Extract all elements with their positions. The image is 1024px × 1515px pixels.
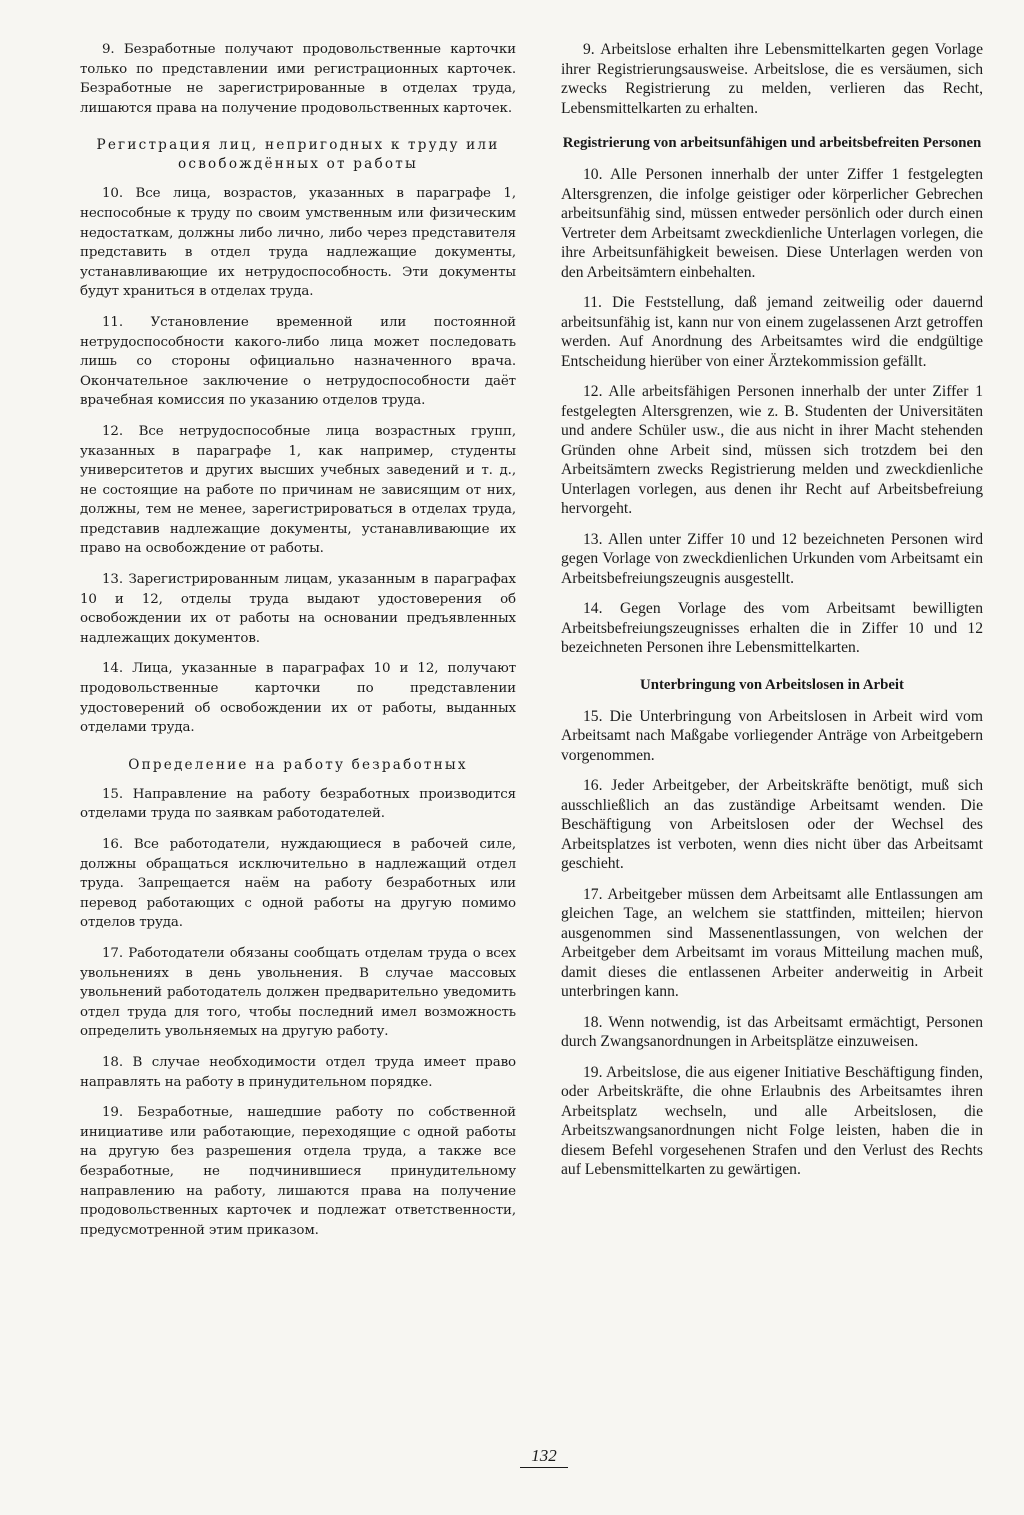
de-heading-registration: Registrierung von arbeitsunfähigen und arbeitsbefreiten Personen	[562, 135, 982, 151]
ru-paragraph-19: 19. Безработные, нашедшие работу по собственной инициативе или работающие, переходящие с одной работы на другую без разрешения отдела труда, а также все безработные, не подчинившиеся принудительному направлению на работу, лишаются права на получение продовольственных карточек и подлежат ответственности, предусмотренной этим приказом.	[80, 1105, 516, 1238]
de-paragraph-19: 19. Arbeitslose, die aus eigener Initiative Beschäftigung finden, oder Arbeitskräfte, die ohne Erlaubnis des Arbeitsamtes ihren Arbeitsplatz wechseln, und alle Arbeitslosen, die Arbeitszwangsanordnungen nicht Folge leisten, haben die in diesem Befehl vorgesehenen Strafen und den Verlust des Rechts auf Lebensmittelkarten zu gewärtigen.	[561, 1063, 983, 1178]
german-column	[561, 40, 983, 1191]
de-paragraph-10: 10. Alle Personen innerhalb der unter Ziffer 1 festgelegten Altersgrenzen, die infolge geistiger oder körperlicher Gebrechen arbeitsunfähig sind, müssen entweder persönlich oder durch einen Vertreter dem Arbeitsamt zweckdienliche Unterlagen vorlegen, die ihre Arbeitsunfähigkeit beweisen. Diese Unterlagen werden von den Arbeitsämtern einbehalten.	[561, 166, 983, 281]
ru-paragraph-17: 17. Работодатели обязаны сообщать отделам труда о всех увольнениях в день увольнения. В случае массовых увольнений работодатель должен предварительно уведомить отдел труда для того, чтобы последний имел возможность определить увольняемых на другую работу.	[80, 945, 516, 1040]
ru-paragraph-15: 15. Направление на работу безработных производится отделами труда по заявкам работодателей.	[80, 786, 516, 822]
ru-heading-registration: Регистрация лиц, непригодных к труду или освобождённых от работы	[96, 137, 500, 173]
de-paragraph-15: 15. Die Unterbringung von Arbeitslosen in Arbeit wird vom Arbeitsamt nach Maßgabe vorliegender Anträge von Arbeitgebern vorgenommen.	[561, 707, 983, 764]
de-paragraph-17: 17. Arbeitgeber müssen dem Arbeitsamt alle Entlassungen am gleichen Tage, an welchem sie stattfinden, mitteilen; hiervon ausgenommen sind Massenentlassungen, von welchen der Arbeitgeber dem Arbeitsamt im voraus Mitteilung machen muß, damit dieses die entlassenen Arbeiter anderweitig in Arbeit unterbringen kann.	[561, 885, 983, 1000]
de-heading-placement: Unterbringung von Arbeitslosen in Arbeit	[640, 676, 904, 693]
column-gutter	[536, 40, 537, 1420]
de-paragraph-9: 9. Arbeitslose erhalten ihre Lebensmittelkarten gegen Vorlage ihrer Registrierungsausweise. Arbeitslose, die es versäumen, sich zwecks Registrierung zu melden, verlieren das Recht, Lebensmittelkarten zu erhalten.	[561, 41, 983, 117]
page-number: 132	[520, 1446, 568, 1468]
de-paragraph-18: 18. Wenn notwendig, ist das Arbeitsamt ermächtigt, Personen durch Zwangsanordnungen in Arbeitsplätze einzuweisen.	[561, 1013, 983, 1050]
de-paragraph-12: 12. Alle arbeitsfähigen Personen innerhalb der unter Ziffer 1 festgelegten Altersgrenzen, wie z. B. Studenten der Universitäten und andere Schüler usw., die aus nicht in ihrer Macht stehenden Gründen ohne Arbeit sind, müssen sich trotzdem bei den Arbeitsämtern zwecks Registrierung melden und zweckdienliche Unterlagen vorlegen, aus denen ihr Recht auf Arbeitsbefreiung hervorgeht.	[561, 383, 983, 517]
de-paragraph-14: 14. Gegen Vorlage des vom Arbeitsamt bewilligten Arbeitsbefreiungszeugnisses erhalten die in Ziffer 10 und 12 bezeichneten Personen ihre Lebensmittelkarten.	[561, 600, 983, 656]
ru-paragraph-16: 16. Все работодатели, нуждающиеся в рабочей силе, должны обращаться исключительно в надлежащий отдел труда. Запрещается наём на работу безработных или перевод работающих с одной работы на другую помимо отделов труда.	[80, 837, 516, 931]
ru-paragraph-18: 18. В случае необходимости отдел труда имеет право направлять на работу в принудительном порядке.	[80, 1054, 516, 1090]
ru-paragraph-12: 12. Все нетрудоспособные лица возрастных групп, указанных в параграфе 1, как например, студенты университетов и других высших учебных заведений и т. д., не состоящие на работе по причинам не зависящим от них, должны, тем не менее, зарегистрироваться в отделах труда, представив надлежащие документы, устанавливающие их право на освобождение от работы.	[80, 423, 516, 557]
de-paragraph-16: 16. Jeder Arbeitgeber, der Arbeitskräfte benötigt, muß sich ausschließlich an das zuständige Arbeitsamt wenden. Die Beschäftigung von Arbeitslosen oder der Wechsel des Arbeitsplatzes ist verboten, wenn dies nicht über das Arbeitsamt geschieht.	[561, 777, 983, 872]
ru-paragraph-10: 10. Все лица, возрастов, указанных в параграфе 1, неспособные к труду по своим умственным или физическим недостаткам, должны либо лично, либо через представителя представить в отдел труда надлежащие документы, устанавливающие их нетрудоспособность. Эти документы будут храниться в отделах труда.	[80, 186, 516, 300]
russian-column	[80, 40, 516, 1251]
ru-heading-placement: Определение на работу безработных	[128, 756, 468, 773]
ru-paragraph-14: 14. Лица, указанные в параграфах 10 и 12, получают продовольственные карточки по представлении удостоверений об освобождении их от работы, выданных отделами труда.	[80, 661, 516, 736]
de-paragraph-11: 11. Die Feststellung, daß jemand zeitweilig oder dauernd arbeitsunfähig ist, kann nur von einem zugelassenen Arzt getroffen werden. Auf Anordnung des Arbeitsamtes wird die endgültige Entscheidung hierüber von einer Ärztekommission gefällt.	[561, 294, 983, 370]
ru-paragraph-13: 13. Зарегистрированным лицам, указанным в параграфах 10 и 12, отделы труда выдают удостоверения об освобождении их от работы на основании предъявленных надлежащих документов.	[80, 572, 516, 646]
de-paragraph-13: 13. Allen unter Ziffer 10 und 12 bezeichneten Personen wird gegen Vorlage von zweckdienlichen Urkunden vom Arbeitsamt ein Arbeitsbefreiungszeugnis ausgestellt.	[561, 530, 983, 587]
ru-paragraph-9: 9. Безработные получают продовольственные карточки только по представлении ими регистрационных карточек. Безработные не зарегистрированные в отделах труда, лишаются права на получение продовольственных карточек.	[80, 42, 516, 116]
ru-paragraph-11: 11. Установление временной или постоянной нетрудоспособности какого-либо лица может последовать лишь со стороны официально назначенного врача. Окончательное заключение о нетрудоспособности даёт врачебная комиссия по указанию отделов труда.	[80, 314, 516, 409]
